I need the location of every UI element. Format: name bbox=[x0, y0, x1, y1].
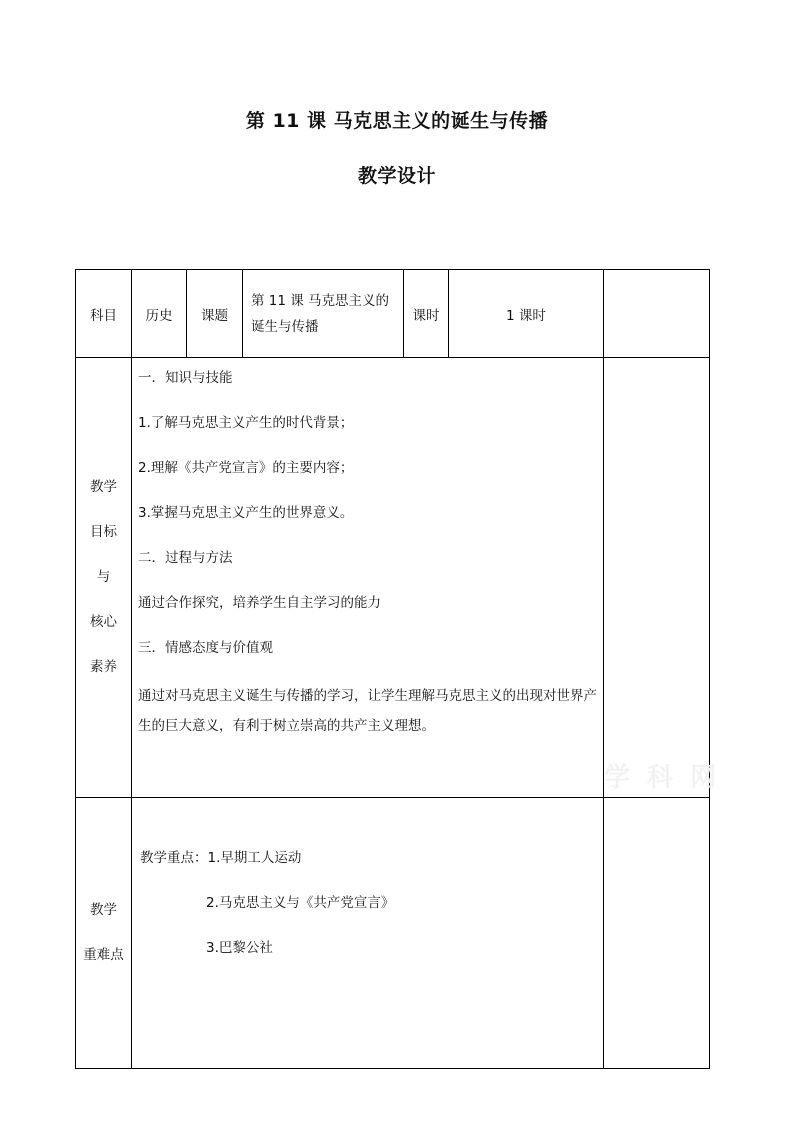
objectives-label bbox=[76, 358, 132, 798]
objectives-label-line: 素养 bbox=[90, 659, 117, 675]
section-heading: 三．情感态度与价值观 bbox=[138, 640, 273, 656]
objectives-label-line: 教学 bbox=[90, 479, 117, 495]
objective-item: 3.掌握马克思主义产生的世界意义。 bbox=[138, 505, 354, 521]
key-points-content bbox=[132, 798, 604, 1069]
subject-value: 历史 bbox=[132, 270, 187, 358]
objectives-label-line: 核心 bbox=[90, 614, 117, 630]
objectives-row bbox=[76, 358, 710, 798]
key-points-label bbox=[76, 798, 132, 1069]
key-point-item: 3.巴黎公社 bbox=[206, 940, 273, 956]
watermark: 学 科 网 bbox=[604, 763, 721, 793]
hours-value: 1 课时 bbox=[449, 270, 604, 358]
lesson-plan-table bbox=[75, 269, 710, 1069]
key-points-label-line: 重难点 bbox=[83, 947, 124, 963]
key-point-item bbox=[140, 846, 597, 891]
header-blank-cell bbox=[604, 270, 710, 358]
section-text: 通过合作探究，培养学生自主学习的能力 bbox=[138, 595, 381, 611]
section-paragraph: 通过对马克思主义诞生与传播的学习，让学生理解马克思主义的出现对世界产生的巨大意义，有利于树立崇高的共产主义理想。 bbox=[138, 688, 597, 734]
topic-label: 课题 bbox=[187, 270, 243, 358]
objectives-label-line: 目标 bbox=[90, 524, 117, 540]
objectives-content bbox=[132, 358, 604, 798]
section-heading: 一．知识与技能 bbox=[138, 370, 233, 386]
key-points-row bbox=[76, 798, 710, 1069]
objectives-label-line: 与 bbox=[96, 569, 111, 585]
key-points-label-line: 教学 bbox=[90, 902, 117, 918]
topic-value: 第 11 课 马克思主义的诞生与传播 bbox=[243, 270, 404, 358]
header-row bbox=[76, 270, 710, 358]
key-points-prefix: 教学重点： bbox=[140, 850, 208, 866]
key-points-blank-cell bbox=[604, 798, 710, 1069]
objectives-blank-cell bbox=[604, 358, 710, 798]
key-point-item: 2.马克思主义与《共产党宣言》 bbox=[206, 895, 395, 911]
objective-item: 2.理解《共产党宣言》的主要内容； bbox=[138, 460, 354, 476]
objective-item: 1.了解马克思主义产生的时代背景； bbox=[138, 415, 354, 431]
section-heading: 二．过程与方法 bbox=[138, 550, 233, 566]
subject-label: 科目 bbox=[76, 270, 132, 358]
document-title: 第 11 课 马克思主义的诞生与传播 bbox=[245, 110, 549, 132]
key-point-text: 1.早期工人运动 bbox=[207, 850, 302, 866]
hours-label: 课时 bbox=[404, 270, 449, 358]
document-subtitle: 教学设计 bbox=[357, 165, 436, 187]
